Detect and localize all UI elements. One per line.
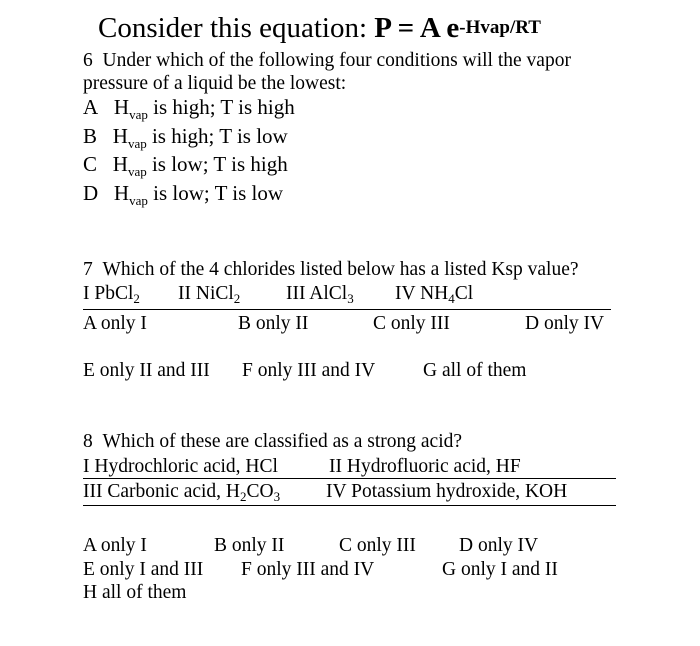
q8-answer-d: D only IV [459, 535, 539, 556]
q6-number: 6 [83, 50, 93, 71]
q7-answer-f: F only III and IV [242, 360, 376, 381]
q6-option-c: C $H_{vap}$ is low; T is high [83, 152, 288, 179]
q8-item-2: II Hydrofluoric acid, HF [329, 456, 521, 477]
q6-text-line2: pressure of a liquid be the lowest: [83, 73, 347, 94]
formula-main: P = A e [374, 12, 460, 44]
q7-divider [83, 309, 611, 310]
q8-answer-f: F only III and IV [241, 559, 375, 580]
q7-answer-d: D only IV [525, 313, 605, 334]
title-lead: Consider this equation: [98, 12, 368, 44]
q7-item-1: I PbCl$_2$ [83, 283, 140, 306]
q8-answer-b: B only II [214, 535, 285, 556]
formula-exponent: -Hvap/RT [459, 17, 541, 38]
q8-item-3: III Carbonic acid, $H_2CO_3$ [83, 481, 281, 504]
q8-item-4: IV Potassium hydroxide, KOH [326, 481, 568, 502]
q8-answer-e: E only I and III [83, 559, 204, 580]
q7-item-2: II NiCl$_2$ [178, 283, 241, 306]
q7-answer-b: B only II [238, 313, 309, 334]
q7-item-4: IV $NH_4Cl$ [395, 283, 474, 306]
q7-answer-a: A only I [83, 313, 147, 334]
q8-text: 8 Which of these are classified as a strong acid? [83, 431, 463, 452]
q7-item-3: III AlCl$_3$ [286, 283, 354, 306]
q8-divider-2 [83, 505, 616, 506]
q8-answer-g: G only I and II [442, 559, 558, 580]
q8-answer-a: A only I [83, 535, 147, 556]
q6-text-line1: 6 Under which of the following four conditions will the vapor [83, 50, 571, 71]
q7-answer-c: C only III [373, 313, 450, 334]
equation-title [98, 12, 541, 45]
q7-answer-e: E only II and III [83, 360, 210, 381]
q8-answer-h: H all of them [83, 582, 187, 603]
q7-number: 7 [83, 259, 93, 280]
q8-item-1: I Hydrochloric acid, HCl [83, 456, 278, 477]
q6-option-b: B $H_{vap}$ is high; T is low [83, 124, 288, 151]
q8-answer-c: C only III [339, 535, 416, 556]
q6-option-a: A $H_{vap}$ is high; T is high [83, 95, 295, 122]
q7-answer-g: G all of them [423, 360, 527, 381]
q8-divider-1 [83, 478, 616, 479]
q6-option-d: D $H_{vap}$ is low; T is low [83, 181, 284, 208]
q8-number: 8 [83, 431, 93, 452]
q7-text: 7 Which of the 4 chlorides listed below has a listed Ksp value? [83, 259, 579, 280]
